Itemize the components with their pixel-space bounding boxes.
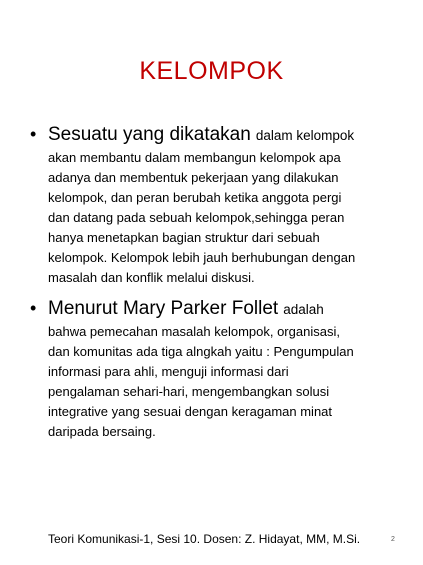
body-line: dan datang pada sebuah kelompok,sehingga peran (48, 210, 345, 225)
bullet-heading (30, 122, 405, 148)
bullet-body (48, 148, 405, 288)
body-line: kelompok, dan peran berubah ketika anggota pergi (48, 190, 342, 205)
body-line: kelompok. Kelompok lebih jauh berhubungan dengan (48, 250, 356, 265)
slide-footer: Teori Komunikasi-1, Sesi 10. Dosen: Z. Hidayat, MM, M.Si. (48, 532, 361, 546)
body-line: dan komunitas ada tiga alngkah yaitu : Pengumpulan (48, 344, 354, 359)
body-line: informasi para ahli, menguji informasi dari (48, 364, 289, 379)
bullet-tail-text: dalam kelompok (255, 128, 355, 143)
body-line: akan membantu dalam membangun kelompok apa (48, 150, 341, 165)
bullet-item-2 (30, 296, 405, 442)
bullet-item-1 (30, 122, 405, 288)
body-line: bahwa pemecahan masalah kelompok, organisasi, (48, 324, 340, 339)
body-line: masalah dan konflik melalui diskusi. (48, 270, 255, 285)
bullet-lead-text: Menurut Mary Parker Follet (48, 298, 279, 319)
body-line: adanya dan membentuk pekerjaan yang dilakukan (48, 170, 339, 185)
bullet-dot-icon: • (30, 298, 37, 318)
page-number: 2 (391, 536, 395, 543)
slide-title: KELOMPOK (139, 57, 284, 85)
bullet-lead-text: Sesuatu yang dikatakan (48, 124, 251, 145)
body-line: integrative yang sesuai dengan keragaman minat (48, 404, 333, 419)
bullet-dot-icon: • (30, 124, 37, 144)
bullet-body (48, 322, 405, 442)
bullet-heading (30, 296, 405, 322)
bullet-tail-text: adalah (283, 302, 324, 317)
body-line: daripada bersaing. (48, 424, 156, 439)
body-line: pengalaman sehari-hari, mengembangkan solusi (48, 384, 330, 399)
body-line: hanya menetapkan bagian struktur dari sebuah (48, 230, 320, 245)
